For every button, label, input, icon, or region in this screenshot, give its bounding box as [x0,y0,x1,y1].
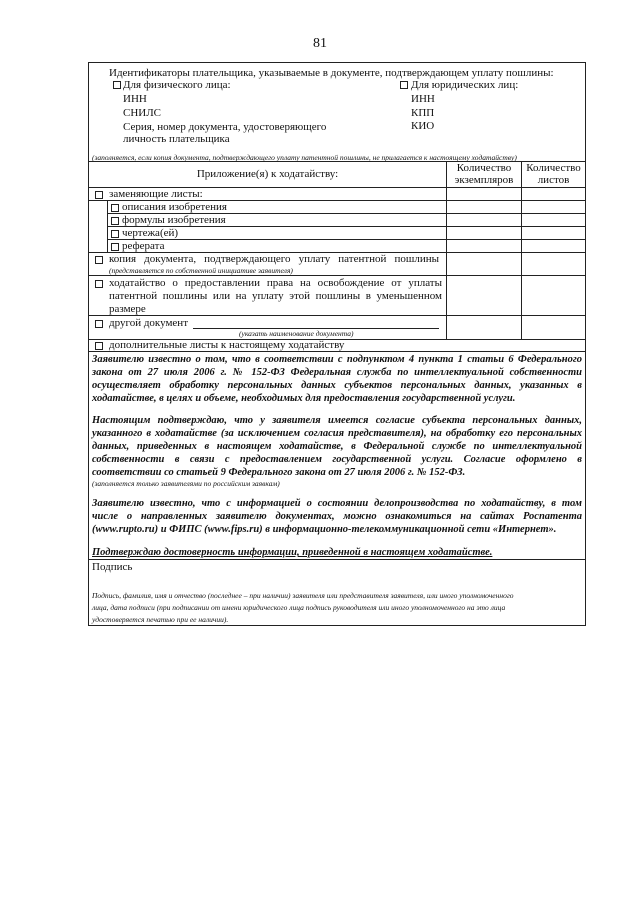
individual-field-inn: ИНН [123,93,147,105]
individual-label: Для физического лица: [123,79,231,91]
consent-p2-line1: Настоящим подтверждаю, что у заявителя имеется согласие субъекта персональных данных, [92,415,582,426]
col-copies-line2: экземпляров [454,174,514,186]
legal-field-inn: ИНН [411,93,435,105]
application-form-frame [88,62,586,626]
consent-p4: Подтверждаю достоверность информации, приведенной в настоящем ходатайстве. [92,547,493,558]
signature-note-line3: удостоверяется печатью при ее наличии). [92,615,229,624]
col-sheets-line2: листов [537,174,570,186]
signature-note-line2: лица, дата подписи (при подписании от имени юридического лица подпись руководителя или иного уполномоченного на это лица [92,603,506,612]
additional-sheets-label: дополнительные листы к настоящему ходатайству [109,339,345,351]
individual-checkbox[interactable] [113,81,121,89]
individual-field-document-cont: личность плательщика [123,133,230,145]
drawings-checkbox[interactable] [111,230,119,238]
abstract-checkbox[interactable] [111,243,119,251]
col-copies-line1: Количество [456,162,512,174]
identifiers-note: (заполняется, если копия документа, подтверждающего уплату патентной пошлины, не прилагается к настоящему ходатайству) [92,153,517,162]
legal-field-kpp: КПП [411,107,435,119]
other-document-label: другой документ [109,317,189,329]
description-checkbox[interactable] [111,204,119,212]
drawings-label: чертежа(ей) [122,227,179,239]
legal-entity-label: Для юридических лиц: [411,79,519,91]
replacement-sheets-checkbox[interactable] [95,191,103,199]
additional-sheets-checkbox[interactable] [95,342,103,350]
exemption-label-line2: патентной пошлины или на уплату этой пошлины в уменьшенном [109,290,442,302]
exemption-checkbox[interactable] [95,280,103,288]
other-document-checkbox[interactable] [95,320,103,328]
individual-field-document: Серия, номер документа, удостоверяющего [123,121,327,133]
consent-p3-line1: Заявителю известно, что с информацией о состоянии делопроизводства по ходатайству, в том [92,498,582,509]
abstract-label: реферата [122,240,165,252]
description-label: описания изобретения [122,201,227,213]
consent-p3-line2: числе о направленных заявителю документах, можно ознакомиться на сайтах Роспатента [92,511,582,522]
other-document-note: (указать наименование документа) [239,329,354,338]
individual-field-snils: СНИЛС [123,107,162,119]
attachments-col-title: Приложение(я) к ходатайству: [196,168,339,180]
claims-checkbox[interactable] [111,217,119,225]
consent-p1-line3: осуществляет обработку персональных данных субъектов персональных данных, указанных в [92,380,582,391]
consent-p2-line5: соответствии со статьей 9 Федерального закона от 27 июля 2006 г. № 152-ФЗ. [92,467,466,478]
exemption-label-line1: ходатайство о предоставлении права на освобождение от уплаты [109,277,442,289]
consent-p1-line2: закона от 27 июля 2006 г. № 152-ФЗ Федеральная служба по интеллектуальной собственности [92,367,582,378]
consent-p2-line4: собственности в связи с предоставлением государственной услуги. Согласие оформлено в [92,454,582,465]
replacement-sheets-label: заменяющие листы: [109,188,203,200]
signature-note-line1: Подпись, фамилия, имя и отчество (последнее – при наличии) заявителя или представителя заявителя, или иного уполномоченного [92,591,514,600]
consent-p3-line3: (www.rupto.ru) и ФИПС (www.fips.ru) в информационно-телекоммуникационной сети «Интернет». [92,524,557,535]
identifiers-heading: Идентификаторы плательщика, указываемые в документе, подтверждающем уплату пошлины: [109,67,554,79]
fee-copy-note: (представляется по собственной инициативе заявителя) [109,266,293,275]
consent-p2-line3: данных, приведенных в настоящем ходатайстве, в Федеральной службе по интеллектуальной [92,441,582,452]
legal-field-kio: КИО [411,120,435,132]
consent-p1-line4: ходатайстве, в целях и объеме, необходимых для предоставления государственной услуги. [92,393,516,404]
legal-entity-checkbox[interactable] [400,81,408,89]
claims-label: формулы изобретения [122,214,226,226]
consent-p1-line1: Заявителю известно о том, что в соответствии с подпунктом 4 пункта 1 статьи 6 Федерального [92,354,582,365]
signature-label: Подпись [92,561,133,573]
col-sheets-line1: Количество [526,162,581,174]
page-number: 81 [313,36,327,51]
fee-copy-label: копия документа, подтверждающего уплату патентной пошлины [109,253,439,265]
consent-p2-line2: указанного в ходатайстве (за исключением согласия представителя), на обработку его персональных [92,428,582,439]
consent-p2-note: (заполняется только заявителями по российским заявкам) [92,479,280,488]
exemption-label-line3: размере [109,303,146,315]
fee-copy-checkbox[interactable] [95,256,103,264]
